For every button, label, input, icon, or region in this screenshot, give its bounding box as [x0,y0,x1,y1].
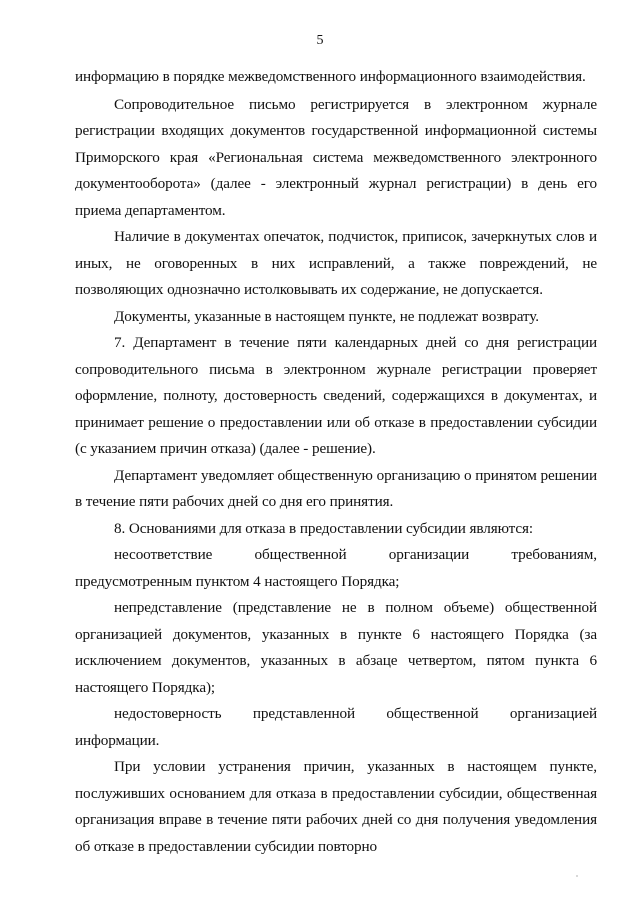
paragraph-notification: Департамент уведомляет общественную организацию о принятом решении в течение пяти рабочих дней со дня его принятия. [75,466,597,510]
paragraph-documents-not-returned: Документы, указанные в настоящем пункте, не подлежат возврату. [114,307,539,325]
paragraph-reason-nonsubmission: непредставление (представление не в полном объеме) общественной организацией документов, указанных в пункте 6 настоящего Порядка (за исключением документов, указанных в абзаце четвертом, пятом пункта 6 настоящего Порядка); [75,599,597,696]
paragraph-continuation: информацию в порядке межведомственного информационного взаимодействия. [75,68,586,85]
paragraph-item-7: 7. Департамент в течение пяти календарных дней со дня регистрации сопроводительного письма в электронном журнале регистрации проверяет оформление, полноту, достоверность сведений, содержащихся в документах, и принимает решение о предоставлении или об отказе в предоставлении субсидии (с указанием причин отказа) (далее - решение). [75,334,597,457]
paragraph-item-8: 8. Основаниями для отказа в предоставлении субсидии являются: [114,519,534,537]
paragraph-reason-nonconformity: несоответствие общественной организации требованиям, предусмотренным пунктом 4 настоящего Порядка; [75,546,597,590]
scan-artifact [576,875,578,877]
page-number: 5 [316,33,324,48]
paragraph-reason-unreliability: недостоверность представленной общественной организацией информации. [75,705,597,749]
document-body [75,64,597,860]
paragraph-cover-letter-registration: Сопроводительное письмо регистрируется в электронном журнале регистрации входящих документов государственной информационной системы Приморского края «Региональная система межведомственного электронного документооборота» (далее - электронный журнал регистрации) в день его приема департаментом. [75,95,597,219]
paragraph-resubmission: При условии устранения причин, указанных в настоящем пункте, послуживших основанием для отказа в предоставлении субсидии, общественная организация вправе в течение пяти рабочих дней со дня получения уведомления об отказе в предоставлении субсидии повторно [75,758,597,855]
paragraph-errors-not-allowed: Наличие в документах опечаток, подчисток, приписок, зачеркнутых слов и иных, не оговоренных в них исправлений, а также повреждений, не позволяющих однозначно истолковывать их содержание, не допускается. [75,228,597,298]
